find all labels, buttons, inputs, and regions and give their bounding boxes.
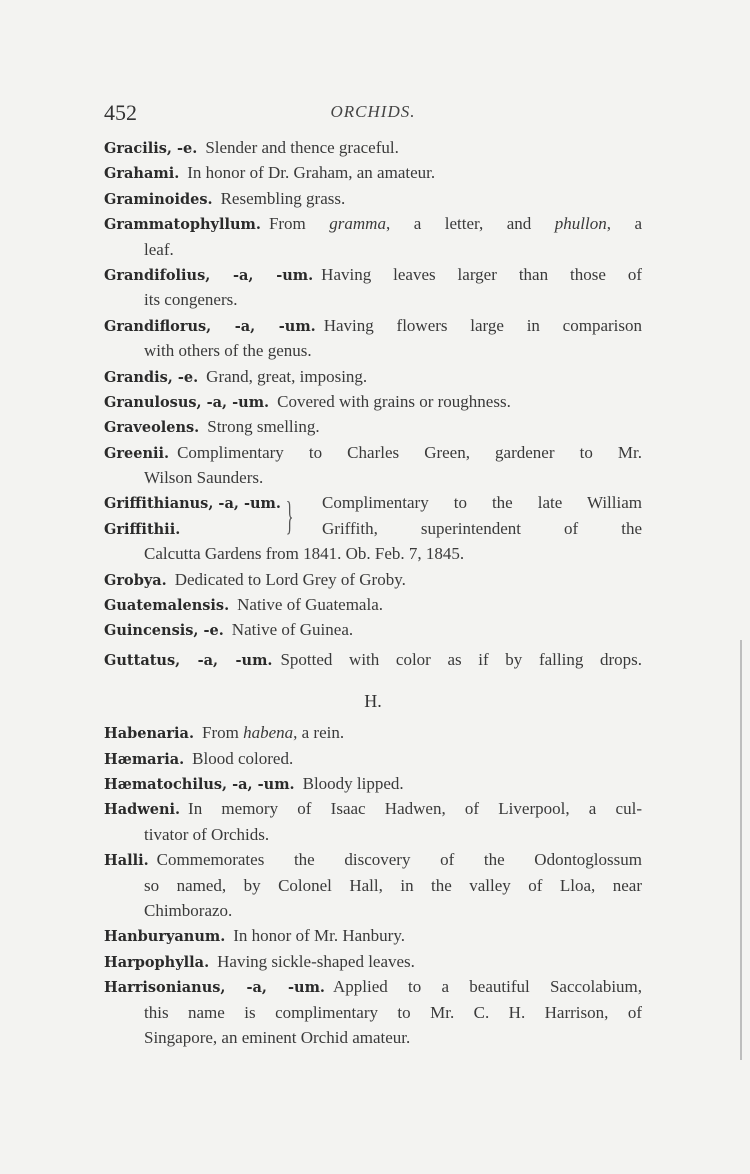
definition-text: In honor of Mr. Hanbury. (233, 926, 405, 946)
headword: Grandiflorus, -a, -um. (104, 317, 316, 335)
definition-text: Dedicated to Lord Grey of Groby. (174, 569, 406, 589)
headword: Harpophylla. (104, 953, 210, 971)
glossary-entry (104, 364, 642, 389)
headword: Guttatus, -a, -um. (104, 651, 273, 669)
glossary-entry (104, 771, 642, 796)
definition-text: its congeners. (144, 290, 238, 310)
definition-text: Blood colored. (192, 748, 294, 768)
definition-text: Grand, great, imposing. (206, 366, 368, 386)
headword: Hæmaria. (104, 750, 185, 768)
entry-line (104, 1000, 642, 1025)
page-header (104, 100, 642, 130)
headword: Grahami. (104, 165, 180, 183)
headword: Hanburyanum. (104, 928, 226, 946)
definition-text: In honor of Dr. Graham, an amateur. (187, 163, 436, 183)
definition-line: Griffith, superintendent of the (322, 518, 642, 538)
glossary-entry (104, 949, 642, 974)
headword: Graminoides. (104, 190, 213, 208)
headword-line (104, 490, 281, 515)
definition-text: this name is complimentary to Mr. C. H. Harrison, of (144, 1002, 642, 1022)
entry-line (104, 262, 642, 287)
definition-text: Spotted with color as if by falling drops. (280, 649, 642, 669)
brace-symbol: } (285, 493, 294, 539)
entry-line (104, 720, 642, 745)
entry-line (104, 1025, 642, 1050)
running-title: ORCHIDS. (330, 102, 416, 121)
headword: Harrisonianus, -a, -um. (104, 979, 325, 997)
glossary-entry (104, 746, 642, 771)
entry-line (104, 160, 642, 185)
headword: Halli. (104, 852, 149, 870)
definition-text: Covered with grains or roughness. (277, 391, 511, 411)
headword: Graveolens. (104, 419, 200, 437)
entry-line (104, 796, 642, 821)
entry-line (104, 440, 642, 465)
glossary-entry (104, 923, 642, 948)
glossary-entry (104, 490, 642, 566)
definition (322, 490, 642, 541)
page-edge (740, 640, 742, 1060)
headword: Habenaria. (104, 725, 194, 743)
headword: Griffithii. (104, 520, 181, 538)
definition-text: , a rein. (293, 723, 345, 743)
headword: Granulosus, -a, -um. (104, 393, 270, 411)
definition-text: Having flowers large in comparison (323, 315, 642, 335)
entry-line (104, 313, 642, 338)
section-heading: H. (364, 691, 382, 712)
definition-text: Wilson Saunders. (144, 468, 264, 488)
entry-line (104, 746, 642, 771)
glossary-entry (104, 389, 642, 414)
italic-term: gramma (329, 214, 386, 234)
definition-text: leaf. (144, 239, 174, 259)
definition-text: Strong smelling. (207, 417, 320, 437)
headword: Gracilis, -e. (104, 140, 198, 157)
entry-line (104, 592, 642, 617)
glossary-entry (104, 720, 642, 745)
definition-text: Slender and thence graceful. (205, 138, 399, 157)
glossary-entry (104, 313, 642, 364)
entry-line (104, 822, 642, 847)
entry-line (104, 873, 642, 898)
definition-line: Complimentary to the late William (322, 493, 642, 513)
glossary-entry (104, 592, 642, 617)
glossary-entry (104, 796, 642, 847)
definition-text: Applied to a beautiful Saccolabium, (332, 977, 642, 997)
headword: Grandifolius, -a, -um. (104, 266, 314, 284)
definition-text: so named, by Colonel Hall, in the valley of Lloa, near (144, 875, 642, 895)
entry-line (104, 647, 642, 672)
glossary-entry (104, 160, 642, 185)
entry-line (104, 465, 642, 490)
entry-line (104, 847, 642, 872)
entry-line (104, 949, 642, 974)
headword: Grobya. (104, 571, 167, 589)
entry-line (104, 338, 642, 363)
definition-text: In memory of Isaac Hadwen, of Liverpool, a cul- (188, 799, 642, 819)
glossary-entry (104, 135, 642, 160)
entry-line (104, 414, 642, 439)
glossary-entry (104, 414, 642, 439)
bracketed-entry-group (104, 490, 642, 541)
entry-line (104, 364, 642, 389)
entry-line (104, 237, 642, 262)
glossary-entry (104, 647, 642, 672)
entry-line (104, 567, 642, 592)
entry-line (104, 287, 642, 312)
definition-text: Singapore, an eminent Orchid amateur. (144, 1027, 411, 1047)
definition-text: Native of Guinea. (231, 620, 354, 640)
entry-line (104, 541, 642, 566)
glossary-entry (104, 186, 642, 211)
glossary-entry (104, 617, 642, 642)
entry-line (104, 923, 642, 948)
definition-text: Having sickle-shaped leaves. (217, 951, 415, 971)
glossary-entry (104, 847, 642, 923)
entry-line (104, 389, 642, 414)
definition-text: Having leaves larger than those of (321, 264, 642, 284)
definition-text: , a (606, 214, 642, 234)
definition-text: Resembling grass. (220, 188, 346, 208)
entry-line (104, 617, 642, 642)
definition-text: Calcutta Gardens from 1841. Ob. Feb. 7, 1845. (144, 544, 465, 564)
italic-term: habena (243, 723, 294, 743)
definition-text: Bloody lipped. (302, 774, 404, 793)
headword: Guatemalensis. (104, 597, 230, 615)
headword: Griffithianus, -a, -um. (104, 495, 281, 513)
glossary-entry (104, 974, 642, 1050)
glossary-body (104, 135, 642, 1050)
entry-line (104, 771, 642, 796)
headword: Greenii. (104, 444, 170, 462)
entry-line (104, 211, 642, 236)
glossary-entry (104, 211, 642, 262)
definition-text: Chimborazo. (144, 900, 233, 920)
glossary-entry (104, 262, 642, 313)
headword: Hadweni. (104, 801, 181, 819)
definition-text: Commemorates the discovery of the Odontoglossum (156, 850, 642, 870)
headword-line (104, 516, 274, 541)
headwords (104, 490, 281, 541)
entry-line (104, 898, 642, 923)
headword: Guincensis, -e. (104, 622, 224, 640)
headword: Grammatophyllum. (104, 216, 261, 234)
glossary-entry (104, 440, 642, 491)
entry-line (104, 974, 642, 999)
definition-text: tivator of Orchids. (144, 824, 270, 844)
headword: Grandis, -e. (104, 368, 199, 386)
page-number: 452 (104, 100, 137, 125)
definition-text: From (202, 723, 244, 743)
italic-term: phullon (554, 214, 607, 234)
definition-text: From (268, 214, 330, 234)
definition-text: Native of Guatemala. (237, 595, 383, 615)
entry-line (104, 135, 642, 160)
headword: Hæmatochilus, -a, -um. (104, 776, 295, 793)
definition-text: Complimentary to Charles Green, gardener to Mr. (177, 442, 642, 462)
definition-text: with others of the genus. (144, 341, 312, 361)
definition-text: , a letter, and (385, 214, 555, 234)
entry-line (104, 186, 642, 211)
glossary-entry (104, 567, 642, 592)
